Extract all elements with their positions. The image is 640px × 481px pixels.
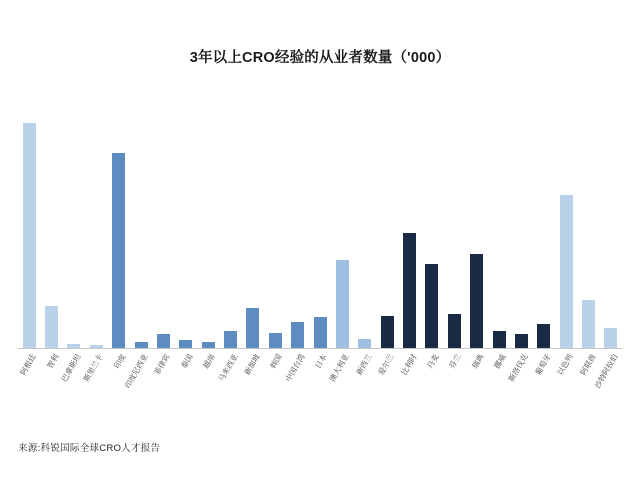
x-tick-slot	[122, 348, 152, 438]
bar-slot	[443, 96, 465, 348]
chart-bar	[582, 300, 595, 348]
chart-bar	[179, 340, 192, 348]
chart-plot-area	[18, 96, 622, 348]
x-tick-label: 澳大利亚	[328, 352, 352, 384]
chart-bar	[425, 264, 438, 348]
x-tick-slot	[376, 348, 398, 438]
bar-slot	[130, 96, 152, 348]
x-tick-label: 日本	[313, 352, 329, 371]
chart-bar	[45, 306, 58, 348]
bar-slot	[287, 96, 309, 348]
x-tick-slot	[488, 348, 510, 438]
x-tick-label: 芬兰	[447, 352, 463, 371]
chart-bar	[269, 333, 282, 348]
x-tick-slot	[443, 348, 465, 438]
chart-bar	[493, 331, 506, 348]
x-tick-label: 越南	[201, 352, 217, 371]
x-tick-label: 印度尼西亚	[122, 352, 150, 390]
x-tick-slot	[152, 348, 174, 438]
x-tick-label: 丹麦	[425, 352, 441, 371]
bar-slot	[63, 96, 85, 348]
bar-series	[18, 96, 622, 348]
chart-bar	[381, 316, 394, 348]
x-tick-slot	[175, 348, 197, 438]
bar-slot	[533, 96, 555, 348]
x-tick-label: 爱尔兰	[376, 352, 396, 377]
x-tick-slot	[328, 348, 353, 438]
chart-bar	[157, 334, 170, 349]
x-tick-label: 中国台湾	[283, 352, 307, 384]
x-tick-label: 以色列	[555, 352, 575, 377]
chart-bar	[537, 324, 550, 348]
bar-slot	[354, 96, 376, 348]
x-tick-slot	[354, 348, 376, 438]
bar-slot	[175, 96, 197, 348]
bar-slot	[242, 96, 264, 348]
chart-bar	[515, 334, 528, 348]
x-tick-label: 阿联酋	[578, 352, 598, 377]
x-tick-slot	[18, 348, 40, 438]
x-tick-label: 瑞典	[469, 352, 486, 371]
x-tick-slot	[197, 348, 219, 438]
x-tick-label: 马来西亚	[216, 352, 240, 384]
chart-bar	[560, 195, 573, 348]
x-tick-label: 沙特阿拉伯	[592, 352, 620, 390]
chart-bar	[224, 331, 237, 348]
bar-slot	[108, 96, 130, 348]
chart-bar	[314, 317, 327, 348]
x-tick-label: 挪威	[492, 352, 508, 371]
x-tick-label: 韩国	[268, 352, 284, 371]
chart-bar	[291, 322, 304, 348]
bar-slot	[421, 96, 443, 348]
x-tick-label: 新加坡	[242, 352, 262, 377]
x-tick-label: 菲律宾	[152, 352, 173, 377]
x-tick-slot	[507, 348, 532, 438]
bar-slot	[600, 96, 622, 348]
x-tick-slot	[81, 348, 107, 438]
x-tick-label: 斯里兰卡	[81, 352, 105, 384]
chart-title: 3年以上CRO经验的从业者数量（'000）	[189, 50, 451, 66]
bar-slot	[18, 96, 40, 348]
x-tick-slot	[533, 348, 555, 438]
bar-slot	[152, 96, 174, 348]
x-tick-slot	[283, 348, 309, 438]
x-tick-label: 新西兰	[354, 352, 374, 377]
x-tick-slot	[242, 348, 264, 438]
bar-slot	[197, 96, 219, 348]
x-tick-label: 比利时	[399, 352, 419, 377]
chart-bar	[470, 254, 483, 348]
x-tick-slot	[59, 348, 85, 438]
x-tick-slot	[309, 348, 331, 438]
bar-slot	[577, 96, 599, 348]
bar-slot	[466, 96, 488, 348]
x-tick-label: 印度	[111, 352, 128, 371]
bar-slot	[309, 96, 331, 348]
bar-slot	[85, 96, 107, 348]
x-tick-label: 斯洛伐克	[507, 352, 531, 384]
bar-slot	[264, 96, 286, 348]
bar-slot	[398, 96, 420, 348]
source-note: 来源:科锐国际全球CRO人才报告	[18, 443, 161, 454]
chart-bar	[246, 308, 259, 348]
x-tick-label: 阿根廷	[18, 352, 38, 377]
x-tick-slot	[264, 348, 286, 438]
x-tick-label: 葡萄牙	[533, 352, 553, 377]
chart-bar	[358, 339, 371, 348]
chart-bar	[604, 328, 617, 348]
x-tick-label: 泰国	[179, 352, 195, 371]
bar-slot	[40, 96, 62, 348]
bar-slot	[510, 96, 532, 348]
x-tick-slot	[421, 348, 443, 438]
bar-slot	[219, 96, 241, 348]
x-tick-slot	[466, 348, 488, 438]
chart-bar	[112, 153, 125, 348]
x-tick-slot	[577, 348, 599, 438]
x-tick-slot	[398, 348, 420, 438]
x-tick-slot	[40, 348, 62, 438]
chart-bar	[336, 260, 349, 348]
bar-slot	[376, 96, 398, 348]
x-tick-label: 智利	[44, 352, 61, 371]
chart-bar	[448, 314, 461, 348]
chart-bar	[403, 233, 416, 348]
x-tick-label: 巴拿斯坦	[59, 352, 83, 384]
x-tick-slot	[592, 348, 622, 438]
x-tick-slot	[108, 348, 130, 438]
bar-slot	[488, 96, 510, 348]
chart-bar	[23, 123, 36, 348]
x-tick-slot	[555, 348, 577, 438]
bar-slot	[331, 96, 353, 348]
x-axis-tick-labels	[18, 348, 622, 438]
bar-slot	[555, 96, 577, 348]
x-tick-slot	[216, 348, 241, 438]
